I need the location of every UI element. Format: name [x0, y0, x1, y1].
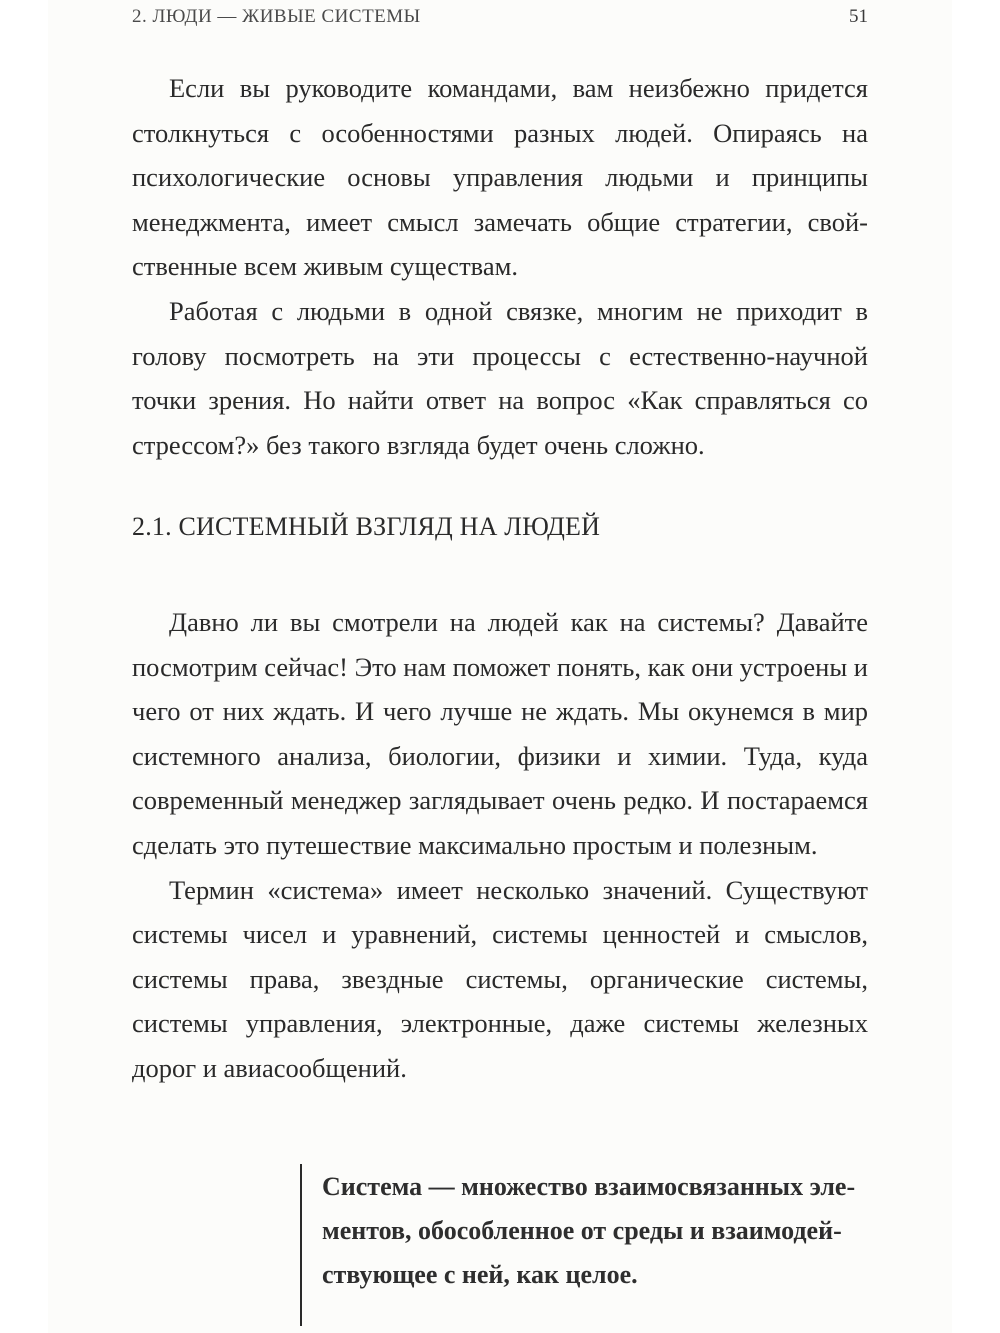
book-page — [48, 0, 952, 1333]
running-head: 2. ЛЮДИ — ЖИВЫЕ СИСТЕМЫ — [132, 6, 421, 27]
section-heading: 2.1. СИСТЕМНЫЙ ВЗГЛЯД НА ЛЮДЕЙ — [132, 512, 601, 541]
intro-text — [132, 66, 868, 467]
definition-rule — [300, 1164, 302, 1326]
paragraph: Давно ли вы смотрели на людей как на системы? Давайте посмотрим сейчас! Это нам поможет понять, как они устроены и чего от них ждать. И чего лучше не ждать. Мы окунемся в мир системного анализа, биологии, физики и химии. Туда, куда современный менеджер заглядывает очень редко. И постараемся сделать это путешествие максимально простым и полезным. — [132, 607, 868, 860]
paragraph: Работая с людьми в одной связке, многим не приходит в голову посмотреть на эти процессы с естественно-научной точки зрения. Но найти ответ на вопрос «Как справляться со стрессом?» без такого взгляда будет очень сложно. — [132, 295, 868, 460]
paragraph: Если вы руководите командами, вам неизбежно придется столкнуться с особенностями разных людей. Опираясь на психологические основы управления людьми и принципы менеджмента, имеет смысл замечать общие стратегии, свойственные всем живым существам. — [132, 73, 868, 282]
page-number: 51 — [849, 6, 868, 27]
definition-callout: Система — множество взаимосвязанных элементов, обособленное от среды и взаимодействующее с ней, как целое. — [322, 1172, 856, 1289]
section-text — [132, 600, 868, 1091]
paragraph: Термин «система» имеет несколько значений. Существуют системы чисел и уравнений, системы ценностей и смыслов, системы права, звездные системы, органические системы, системы управления, электронные, даже системы железных дорог и авиасообщений. — [132, 874, 868, 1083]
